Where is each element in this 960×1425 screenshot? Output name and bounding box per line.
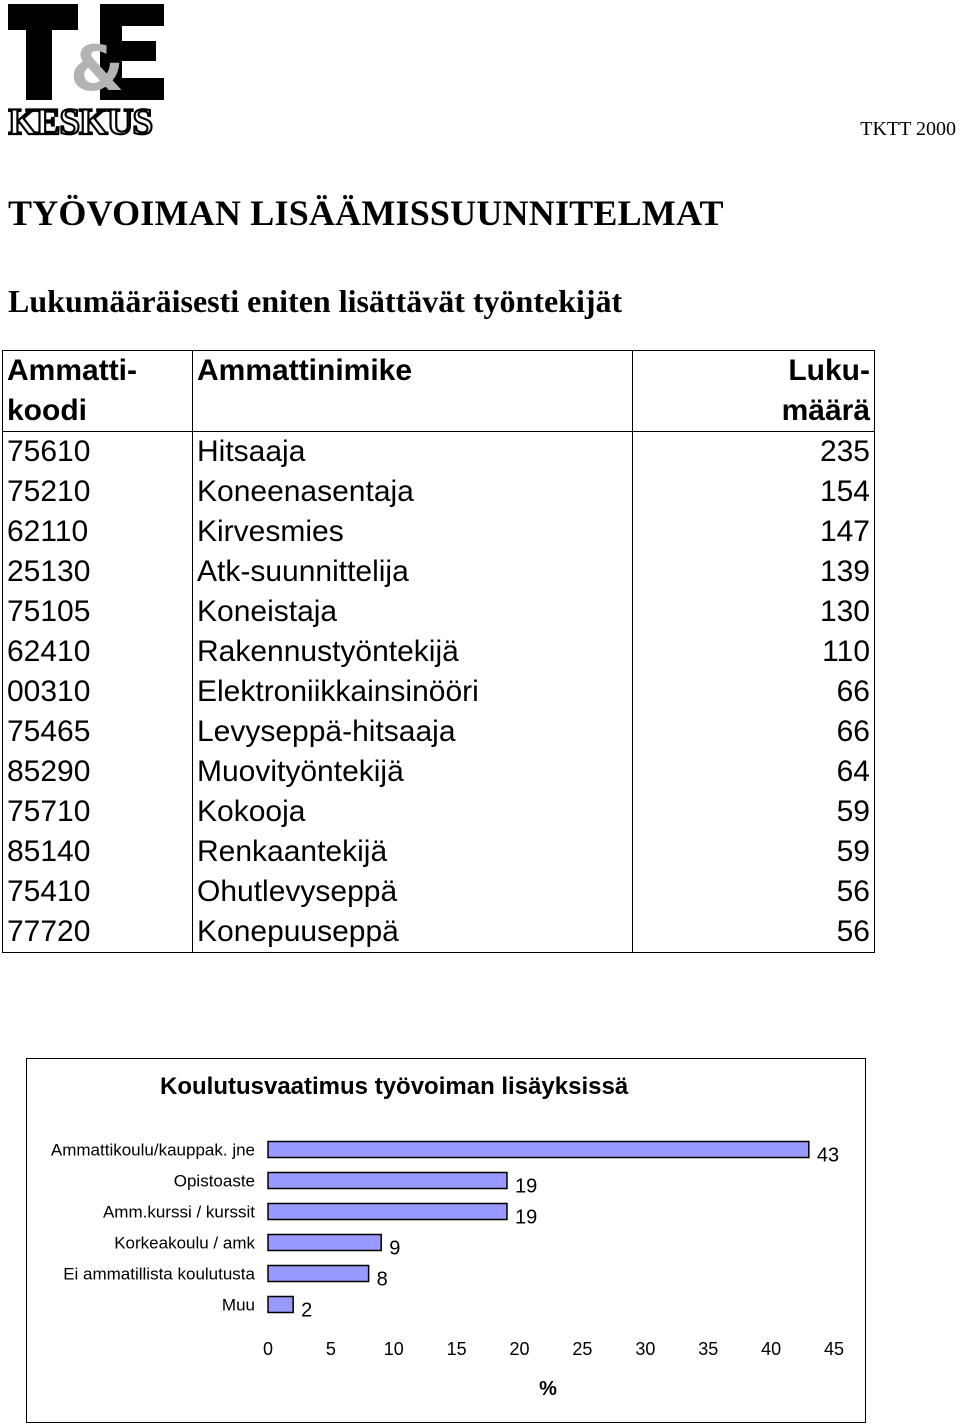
x-tick-label: 30 [635, 1339, 656, 1359]
bar [268, 1142, 809, 1158]
count-cell: 139 [633, 552, 875, 592]
occupation-code-cell: 25130 [3, 552, 193, 592]
x-tick-label: 25 [572, 1339, 593, 1359]
data-label: 43 [816, 1144, 840, 1167]
svg-text:KESKUS: KESKUS [8, 102, 153, 138]
occupation-code-cell: 62410 [3, 632, 193, 672]
page-title: TYÖVOIMAN LISÄÄMISSUUNNITELMAT [8, 193, 724, 233]
data-label: 2 [301, 1299, 313, 1322]
count-cell: 130 [633, 592, 875, 632]
category-label: Ammattikoulu/kauppak. jne [50, 1140, 255, 1160]
count-cell: 59 [633, 792, 875, 832]
count-cell: 56 [633, 872, 875, 912]
x-tick-label: 5 [325, 1339, 336, 1359]
x-tick-label: 20 [509, 1339, 530, 1359]
header-occupation-title: Ammattinimike [193, 351, 633, 432]
data-label: 9 [389, 1237, 401, 1260]
count-cell: 110 [633, 632, 875, 672]
occupation-code-cell: 75210 [3, 472, 193, 512]
count-cell: 66 [633, 712, 875, 752]
occupation-title-cell: Koneenasentaja [193, 472, 633, 512]
x-axis-label: % [539, 1378, 557, 1400]
category-label: Korkeakoulu / amk [114, 1233, 255, 1253]
occupation-code-cell: 75710 [3, 792, 193, 832]
category-label: Amm.kurssi / kurssit [102, 1202, 255, 1222]
occupation-code-cell: 85290 [3, 752, 193, 792]
occupation-code-cell: 75410 [3, 872, 193, 912]
x-tick-label: 45 [823, 1339, 845, 1359]
category-label: Muu [221, 1295, 255, 1315]
bar [268, 1297, 293, 1313]
x-tick-label: 40 [761, 1339, 782, 1359]
occupation-title-cell: Muovityöntekijä [193, 752, 633, 792]
occupation-title-cell: Kokooja [193, 792, 633, 832]
bar [268, 1204, 507, 1220]
bar [268, 1173, 507, 1189]
occupation-code-cell: 00310 [3, 672, 193, 712]
bar [268, 1235, 381, 1251]
category-label: Opistoaste [173, 1171, 255, 1191]
occupation-code-cell: 75105 [3, 592, 193, 632]
data-label: 8 [376, 1268, 388, 1291]
svg-text:&: & [70, 32, 125, 105]
data-label: 19 [514, 1175, 538, 1198]
occupation-title-cell: Atk-suunnittelija [193, 552, 633, 592]
count-cell: 66 [633, 672, 875, 712]
header-occupation-code: Ammatti- koodi [3, 351, 193, 432]
occupation-title-cell: Konepuuseppä [193, 912, 633, 953]
occupation-code-cell: 77720 [3, 912, 193, 953]
count-cell: 64 [633, 752, 875, 792]
page-subtitle: Lukumääräisesti eniten lisättävät työntekijät [8, 283, 623, 319]
x-tick-label: 35 [698, 1339, 719, 1359]
count-cell: 59 [633, 832, 875, 872]
chart-title: Koulutusvaatimus työvoiman lisäyksissä [160, 1073, 629, 1100]
count-cell: 235 [633, 432, 875, 473]
occupation-code-cell: 85140 [3, 832, 193, 872]
occupation-title-cell: Elektroniikkainsinööri [193, 672, 633, 712]
occupation-code-cell: 75610 [3, 432, 193, 473]
count-cell: 154 [633, 472, 875, 512]
occupation-title-cell: Rakennustyöntekijä [193, 632, 633, 672]
occupation-code-cell: 62110 [3, 512, 193, 552]
document-code: TKTT 2000 [860, 118, 956, 140]
occupation-title-cell: Renkaantekijä [193, 832, 633, 872]
count-cell: 56 [633, 912, 875, 953]
occupation-code-cell: 75465 [3, 712, 193, 752]
occupation-title-cell: Ohutlevyseppä [193, 872, 633, 912]
category-label: Ei ammatillista koulutusta [63, 1264, 255, 1284]
count-cell: 147 [633, 512, 875, 552]
x-tick-label: 10 [383, 1339, 404, 1359]
x-tick-label: 15 [446, 1339, 467, 1359]
bar [268, 1266, 369, 1282]
data-label: 19 [514, 1206, 538, 1229]
occupation-title-cell: Levyseppä-hitsaaja [193, 712, 633, 752]
occupation-title-cell: Koneistaja [193, 592, 633, 632]
x-tick-label: 0 [262, 1339, 274, 1359]
occupation-title-cell: Kirvesmies [193, 512, 633, 552]
header-count: Luku- määrä [633, 351, 875, 432]
occupation-title-cell: Hitsaaja [193, 432, 633, 473]
